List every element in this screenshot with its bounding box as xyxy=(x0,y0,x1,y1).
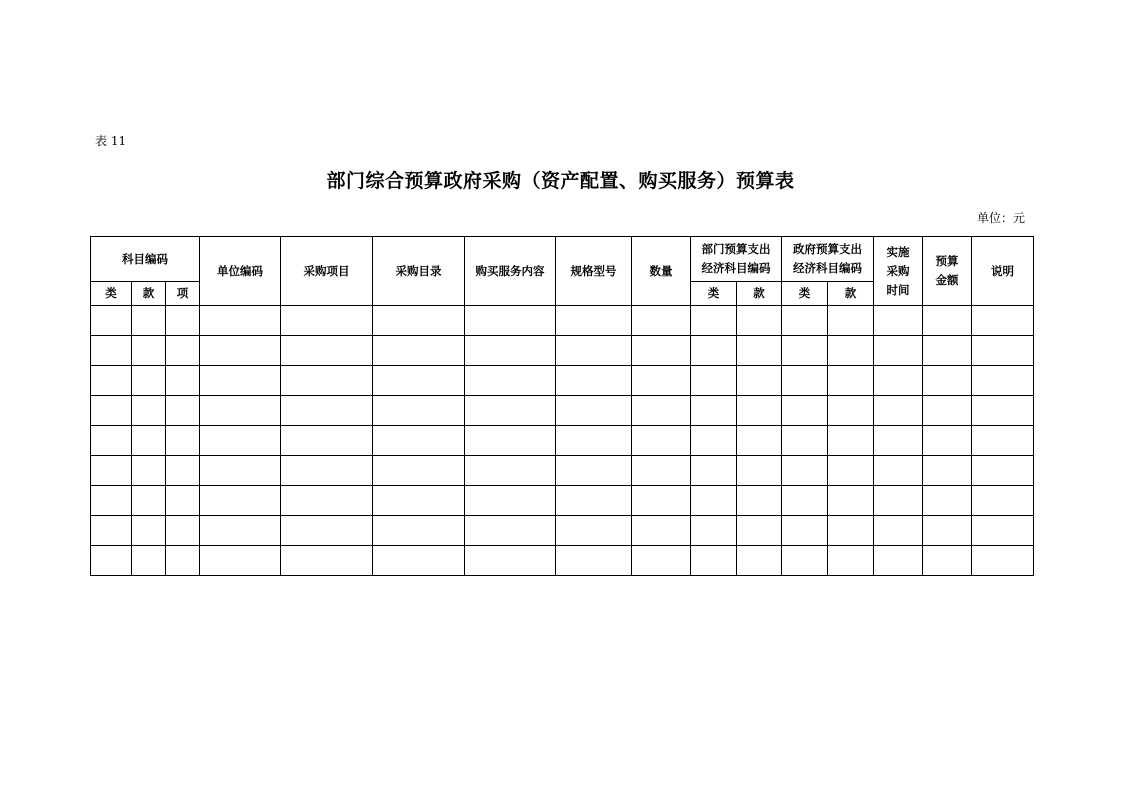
table-cell xyxy=(874,516,923,546)
header-dept-econ-code xyxy=(691,237,782,282)
header-impl-time-line1: 实施 xyxy=(886,244,910,259)
table-cell xyxy=(200,456,281,486)
table-cell xyxy=(556,426,632,456)
table-cell xyxy=(737,456,782,486)
table-number: 表 11 xyxy=(95,134,127,148)
table-row xyxy=(91,516,1034,546)
header-dept-econ-line1: 部门预算支出 xyxy=(701,242,771,256)
table-cell xyxy=(828,456,874,486)
table-cell xyxy=(632,456,691,486)
table-cell xyxy=(828,396,874,426)
table-cell xyxy=(166,396,200,426)
page-title: 部门综合预算政府采购（资产配置、购买服务）预算表 xyxy=(326,170,795,192)
header-budget-amount-line1: 预算 xyxy=(935,254,959,268)
table-cell xyxy=(923,336,972,366)
table-cell xyxy=(166,336,200,366)
table-cell xyxy=(91,306,132,336)
table-cell xyxy=(373,546,465,576)
table-cell xyxy=(91,396,132,426)
table-cell xyxy=(782,426,828,456)
table-cell xyxy=(923,426,972,456)
header-impl-time-line2: 采购 xyxy=(886,263,910,278)
table-cell xyxy=(632,306,691,336)
table-cell xyxy=(556,546,632,576)
table-cell xyxy=(737,336,782,366)
table-cell xyxy=(465,366,556,396)
table-cell xyxy=(828,306,874,336)
header-subject-class: 类 xyxy=(91,282,132,306)
table-cell xyxy=(373,336,465,366)
table-cell xyxy=(691,396,737,426)
table-cell xyxy=(972,546,1034,576)
table-cell xyxy=(632,336,691,366)
table-cell xyxy=(200,426,281,456)
header-gov-econ-code xyxy=(782,237,874,282)
table-cell xyxy=(465,426,556,456)
table-cell xyxy=(691,426,737,456)
table-body xyxy=(91,237,1034,576)
table-cell xyxy=(166,366,200,396)
table-cell xyxy=(632,486,691,516)
table-cell xyxy=(166,546,200,576)
table-cell xyxy=(691,306,737,336)
table-row xyxy=(91,426,1034,456)
table-cell xyxy=(91,366,132,396)
table-cell xyxy=(132,396,166,426)
table-cell xyxy=(91,546,132,576)
table-cell xyxy=(972,516,1034,546)
table-cell xyxy=(737,366,782,396)
table-cell xyxy=(691,546,737,576)
table-cell xyxy=(556,306,632,336)
table-cell xyxy=(737,306,782,336)
table-cell xyxy=(373,516,465,546)
table-cell xyxy=(691,456,737,486)
table-cell xyxy=(281,546,373,576)
table-cell xyxy=(556,396,632,426)
table-cell xyxy=(782,486,828,516)
table-cell xyxy=(972,306,1034,336)
table-cell xyxy=(737,516,782,546)
table-cell xyxy=(972,396,1034,426)
header-row-1 xyxy=(91,237,1034,282)
table-cell xyxy=(91,426,132,456)
table-cell xyxy=(828,486,874,516)
table-cell xyxy=(465,516,556,546)
table-cell xyxy=(972,336,1034,366)
header-remarks: 说明 xyxy=(972,237,1034,306)
budget-table xyxy=(90,236,1034,576)
table-cell xyxy=(166,456,200,486)
table-cell xyxy=(556,516,632,546)
table-cell xyxy=(972,486,1034,516)
table-cell xyxy=(828,366,874,396)
header-spec-model: 规格型号 xyxy=(556,237,632,306)
table-cell xyxy=(373,306,465,336)
table-cell xyxy=(782,306,828,336)
table-row xyxy=(91,456,1034,486)
header-budget-amount-line2: 金额 xyxy=(935,273,959,287)
table-cell xyxy=(828,546,874,576)
table-cell xyxy=(166,516,200,546)
header-service-content: 购买服务内容 xyxy=(465,237,556,306)
table-cell xyxy=(874,306,923,336)
table-cell xyxy=(923,366,972,396)
table-cell xyxy=(972,426,1034,456)
table-cell xyxy=(923,516,972,546)
table-row xyxy=(91,306,1034,336)
table-cell xyxy=(737,396,782,426)
table-cell xyxy=(632,426,691,456)
table-cell xyxy=(632,366,691,396)
header-subject-code: 科目编码 xyxy=(91,237,200,282)
header-unit-code: 单位编码 xyxy=(200,237,281,306)
header-impl-time xyxy=(874,237,923,306)
table-cell xyxy=(691,516,737,546)
table-cell xyxy=(874,486,923,516)
table-cell xyxy=(132,426,166,456)
table-cell xyxy=(465,546,556,576)
table-cell xyxy=(465,486,556,516)
header-subject-sub: 项 xyxy=(166,282,200,306)
table-cell xyxy=(91,516,132,546)
table-cell xyxy=(737,426,782,456)
table-cell xyxy=(200,486,281,516)
table-cell xyxy=(737,486,782,516)
header-subject-item: 款 xyxy=(132,282,166,306)
table-cell xyxy=(556,486,632,516)
table-cell xyxy=(691,486,737,516)
table-cell xyxy=(465,396,556,426)
table-cell xyxy=(782,366,828,396)
table-cell xyxy=(874,396,923,426)
table-cell xyxy=(923,306,972,336)
header-impl-time-line3: 时间 xyxy=(886,282,910,297)
header-gov-econ-line1: 政府预算支出 xyxy=(793,242,863,256)
table-cell xyxy=(923,396,972,426)
table-cell xyxy=(923,546,972,576)
unit-label: 单位：元 xyxy=(976,211,1025,225)
table-cell xyxy=(91,456,132,486)
table-row xyxy=(91,396,1034,426)
table-cell xyxy=(132,456,166,486)
table-cell xyxy=(281,486,373,516)
table-cell xyxy=(828,516,874,546)
header-procurement-item: 采购项目 xyxy=(281,237,373,306)
table-cell xyxy=(200,336,281,366)
table-cell xyxy=(465,456,556,486)
table-cell xyxy=(972,366,1034,396)
table-cell xyxy=(281,306,373,336)
table-cell xyxy=(923,456,972,486)
header-dept-item: 款 xyxy=(737,282,782,306)
table-row xyxy=(91,546,1034,576)
table-cell xyxy=(166,306,200,336)
table-cell xyxy=(132,366,166,396)
table-cell xyxy=(632,546,691,576)
table-cell xyxy=(874,366,923,396)
table-cell xyxy=(465,336,556,366)
table-cell xyxy=(632,396,691,426)
table-row xyxy=(91,336,1034,366)
header-dept-class: 类 xyxy=(691,282,737,306)
table-cell xyxy=(874,336,923,366)
table-cell xyxy=(373,366,465,396)
table-cell xyxy=(281,396,373,426)
table-cell xyxy=(91,336,132,366)
table-cell xyxy=(782,396,828,426)
table-cell xyxy=(782,516,828,546)
table-cell xyxy=(281,336,373,366)
table-cell xyxy=(828,336,874,366)
table-cell xyxy=(132,336,166,366)
header-gov-econ-line2: 经济科目编码 xyxy=(793,261,863,275)
table-cell xyxy=(281,456,373,486)
header-procurement-catalog: 采购目录 xyxy=(373,237,465,306)
table-row xyxy=(91,486,1034,516)
table-cell xyxy=(828,426,874,456)
table-row xyxy=(91,366,1034,396)
header-quantity: 数量 xyxy=(632,237,691,306)
table-cell xyxy=(200,546,281,576)
table-cell xyxy=(632,516,691,546)
table-cell xyxy=(373,426,465,456)
table-cell xyxy=(923,486,972,516)
table-cell xyxy=(465,306,556,336)
table-cell xyxy=(972,456,1034,486)
table-cell xyxy=(281,366,373,396)
table-cell xyxy=(200,516,281,546)
table-cell xyxy=(782,546,828,576)
table-cell xyxy=(782,456,828,486)
table-cell xyxy=(556,456,632,486)
table-cell xyxy=(166,486,200,516)
table-cell xyxy=(373,396,465,426)
table-cell xyxy=(691,336,737,366)
table-cell xyxy=(874,426,923,456)
table-cell xyxy=(132,546,166,576)
table-cell xyxy=(691,366,737,396)
table-cell xyxy=(281,516,373,546)
header-dept-econ-line2: 经济科目编码 xyxy=(701,261,771,275)
table-cell xyxy=(737,546,782,576)
table-cell xyxy=(556,366,632,396)
table-cell xyxy=(132,306,166,336)
table-cell xyxy=(556,336,632,366)
table-cell xyxy=(874,546,923,576)
table-cell xyxy=(200,366,281,396)
table-cell xyxy=(200,396,281,426)
table-cell xyxy=(166,426,200,456)
table-cell xyxy=(200,306,281,336)
table-cell xyxy=(373,456,465,486)
header-gov-class: 类 xyxy=(782,282,828,306)
table-cell xyxy=(132,516,166,546)
header-gov-item: 款 xyxy=(828,282,874,306)
table-cell xyxy=(874,456,923,486)
header-budget-amount xyxy=(923,237,972,306)
table-cell xyxy=(782,336,828,366)
table-cell xyxy=(91,486,132,516)
table-cell xyxy=(132,486,166,516)
table-cell xyxy=(373,486,465,516)
table-cell xyxy=(281,426,373,456)
